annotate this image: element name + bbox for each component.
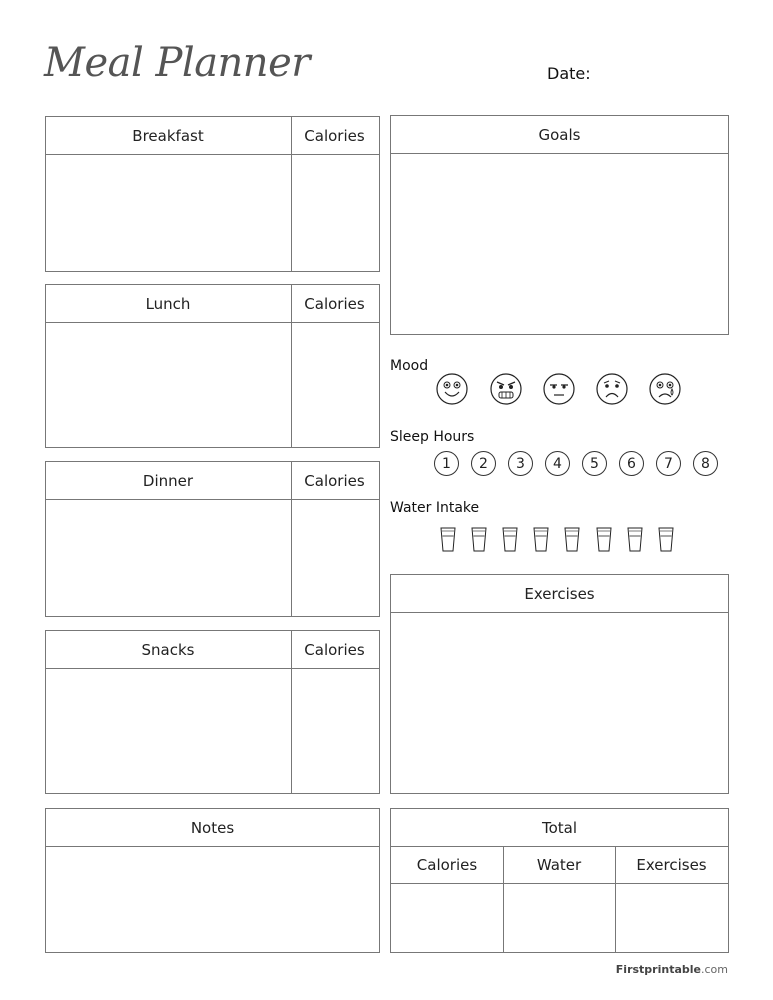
- lunch-entry-area[interactable]: [46, 322, 291, 447]
- dinner-label: Dinner: [142, 471, 194, 490]
- water-glass-icon[interactable]: [471, 527, 487, 552]
- goals-section: [390, 115, 729, 335]
- lunch-section: [45, 284, 380, 448]
- sleep-hours-row: [434, 451, 724, 478]
- mood-row: [436, 373, 686, 407]
- total-label: Total: [541, 818, 578, 837]
- snacks-entry-area[interactable]: [46, 668, 291, 793]
- snacks-calories-area[interactable]: [291, 668, 379, 793]
- lunch-label: Lunch: [145, 294, 191, 313]
- water-glass-icon[interactable]: [533, 527, 549, 552]
- water-glass-icon[interactable]: [440, 527, 456, 552]
- footer-brand: [616, 963, 728, 976]
- breakfast-section: [45, 116, 380, 272]
- total-calories-label: Calories: [416, 855, 478, 874]
- water-glass-icon[interactable]: [564, 527, 580, 552]
- dinner-calories-area[interactable]: [291, 499, 379, 616]
- dinner-entry-area[interactable]: [46, 499, 291, 616]
- breakfast-calories-label: Calories: [304, 126, 365, 145]
- page-title: Meal Planner: [44, 40, 310, 86]
- water-glass-icon[interactable]: [627, 527, 643, 552]
- crying-face-icon[interactable]: [649, 373, 681, 405]
- lunch-calories-label: Calories: [304, 294, 365, 313]
- sleep-hours-label: Sleep Hours: [390, 429, 475, 445]
- sleep-hour-7[interactable]: 7: [656, 451, 681, 476]
- notes-section: [45, 808, 380, 953]
- sleep-hour-1[interactable]: 1: [434, 451, 459, 476]
- exercises-entry-area[interactable]: [391, 612, 728, 793]
- water-glass-icon[interactable]: [502, 527, 518, 552]
- breakfast-calories-area[interactable]: [291, 154, 379, 271]
- sleep-hour-3[interactable]: 3: [508, 451, 533, 476]
- exercises-section: [390, 574, 729, 794]
- lunch-calories-area[interactable]: [291, 322, 379, 447]
- snacks-label: Snacks: [141, 640, 195, 659]
- angry-face-icon[interactable]: [490, 373, 522, 405]
- mood-label: Mood: [390, 358, 429, 374]
- footer-brand-name: Firstprintable: [615, 963, 701, 976]
- sleep-hour-2[interactable]: 2: [471, 451, 496, 476]
- water-glass-icon[interactable]: [658, 527, 674, 552]
- neutral-face-icon[interactable]: [543, 373, 575, 405]
- exercises-label: Exercises: [524, 584, 595, 603]
- goals-label: Goals: [538, 125, 581, 144]
- footer-brand-suffix: .com: [701, 963, 728, 976]
- sleep-hour-8[interactable]: 8: [693, 451, 718, 476]
- sleep-hour-6[interactable]: 6: [619, 451, 644, 476]
- sad-face-icon[interactable]: [596, 373, 628, 405]
- water-glass-icon[interactable]: [596, 527, 612, 552]
- snacks-calories-label: Calories: [304, 640, 365, 659]
- water-glasses-row: [440, 527, 680, 553]
- total-exercises-label: Exercises: [636, 855, 707, 874]
- breakfast-entry-area[interactable]: [46, 154, 291, 271]
- dinner-section: [45, 461, 380, 617]
- snacks-section: [45, 630, 380, 794]
- happy-face-icon[interactable]: [436, 373, 468, 405]
- notes-entry-area[interactable]: [46, 846, 379, 952]
- notes-label: Notes: [190, 818, 235, 837]
- sleep-hour-5[interactable]: 5: [582, 451, 607, 476]
- sleep-hour-4[interactable]: 4: [545, 451, 570, 476]
- total-water-field[interactable]: [503, 884, 615, 952]
- total-water-label: Water: [536, 855, 582, 874]
- total-section: [390, 808, 729, 953]
- water-intake-label: Water Intake: [390, 500, 480, 516]
- breakfast-label: Breakfast: [132, 126, 204, 145]
- total-calories-field[interactable]: [391, 884, 503, 952]
- dinner-calories-label: Calories: [304, 471, 365, 490]
- total-exercises-field[interactable]: [615, 884, 728, 952]
- date-label: Date:: [547, 64, 591, 83]
- goals-entry-area[interactable]: [391, 153, 728, 334]
